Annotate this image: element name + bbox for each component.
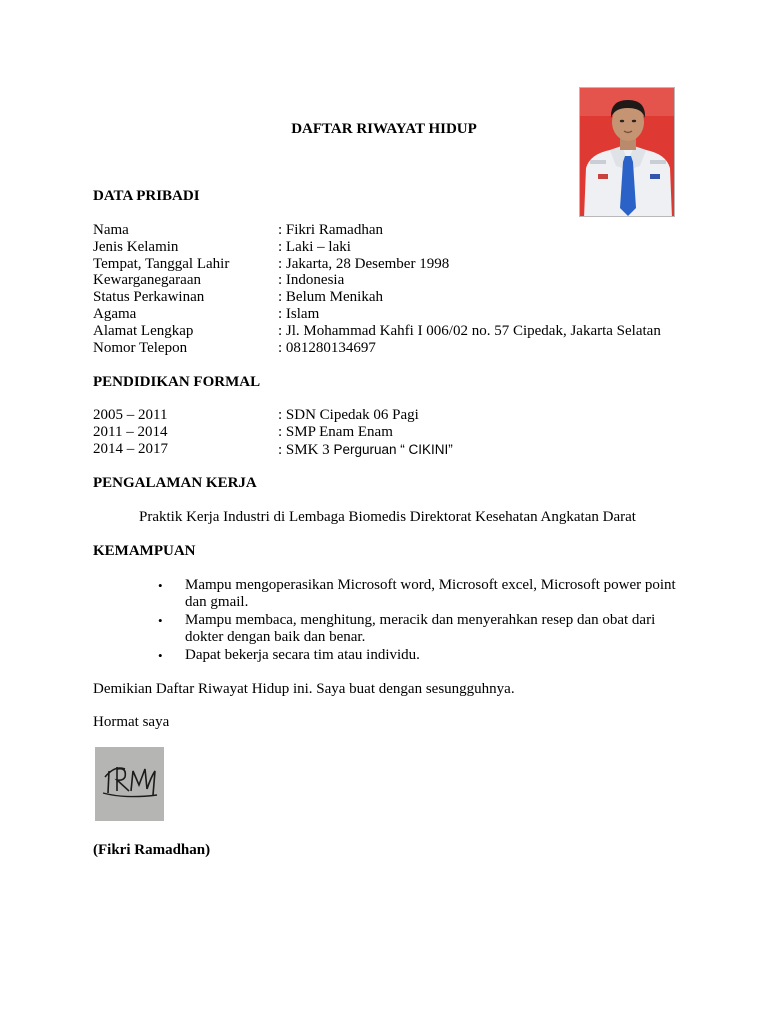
education-school-suffix: Perguruan “ CIKINI” (333, 442, 453, 457)
document-title: DAFTAR RIWAYAT HIDUP (291, 121, 477, 137)
skill-item: Mampu membaca, menghitung, meracik dan menyerahkan resep dan obat dari dokter dengan baik dan benar. (185, 612, 656, 645)
profile-photo (579, 87, 675, 217)
education-years: 2014 – 2017 (93, 441, 168, 457)
personal-value-religion: : Islam (278, 306, 320, 322)
personal-value-birth: : Jakarta, 28 Desember 1998 (278, 256, 450, 272)
personal-label-religion: Agama (93, 306, 137, 322)
personal-value-address: : Jl. Mohammad Kahfi I 006/02 no. 57 Cipedak, Jakarta Selatan (278, 323, 661, 339)
education-school: : SDN Cipedak 06 Pagi (278, 407, 419, 423)
education-school: : SMP Enam Enam (278, 424, 393, 440)
section-heading-personal: DATA PRIBADI (93, 188, 200, 204)
personal-label-address: Alamat Lengkap (93, 323, 194, 339)
experience-text: Praktik Kerja Industri di Lembaga Biomedis Direktorat Kesehatan Angkatan Darat (139, 509, 636, 525)
personal-value-marital: : Belum Menikah (278, 289, 383, 305)
education-years: 2011 – 2014 (93, 424, 168, 440)
bullet-icon: • (158, 613, 163, 628)
skill-item: Dapat bekerja secara tim atau individu. (185, 647, 420, 663)
education-years: 2005 – 2011 (93, 407, 168, 423)
personal-label-name: Nama (93, 222, 129, 238)
section-heading-skills: KEMAMPUAN (93, 543, 196, 559)
personal-value-name: : Fikri Ramadhan (278, 222, 383, 238)
personal-value-gender: : Laki – laki (278, 239, 351, 255)
personal-value-nationality: : Indonesia (278, 272, 345, 288)
signatory-name: (Fikri Ramadhan) (93, 842, 211, 858)
section-heading-experience: PENGALAMAN KERJA (93, 475, 257, 491)
bullet-icon: • (158, 578, 163, 593)
personal-label-phone: Nomor Telepon (93, 340, 188, 356)
skill-item: Mampu mengoperasikan Microsoft word, Microsoft excel, Microsoft power point dan gmail. (185, 577, 676, 610)
personal-value-phone: : 081280134697 (278, 340, 376, 356)
education-school (278, 441, 453, 459)
personal-label-birth: Tempat, Tanggal Lahir (93, 256, 230, 272)
bullet-icon: • (158, 648, 163, 663)
personal-label-nationality: Kewarganegaraan (93, 272, 201, 288)
education-school-prefix: : SMK 3 (278, 442, 334, 458)
closing-salutation: Hormat saya (93, 714, 170, 730)
personal-label-marital: Status Perkawinan (93, 289, 205, 305)
personal-label-gender: Jenis Kelamin (93, 239, 179, 255)
signature-image (95, 747, 164, 821)
closing-statement: Demikian Daftar Riwayat Hidup ini. Saya buat dengan sesungguhnya. (93, 681, 515, 697)
section-heading-education: PENDIDIKAN FORMAL (93, 374, 261, 390)
